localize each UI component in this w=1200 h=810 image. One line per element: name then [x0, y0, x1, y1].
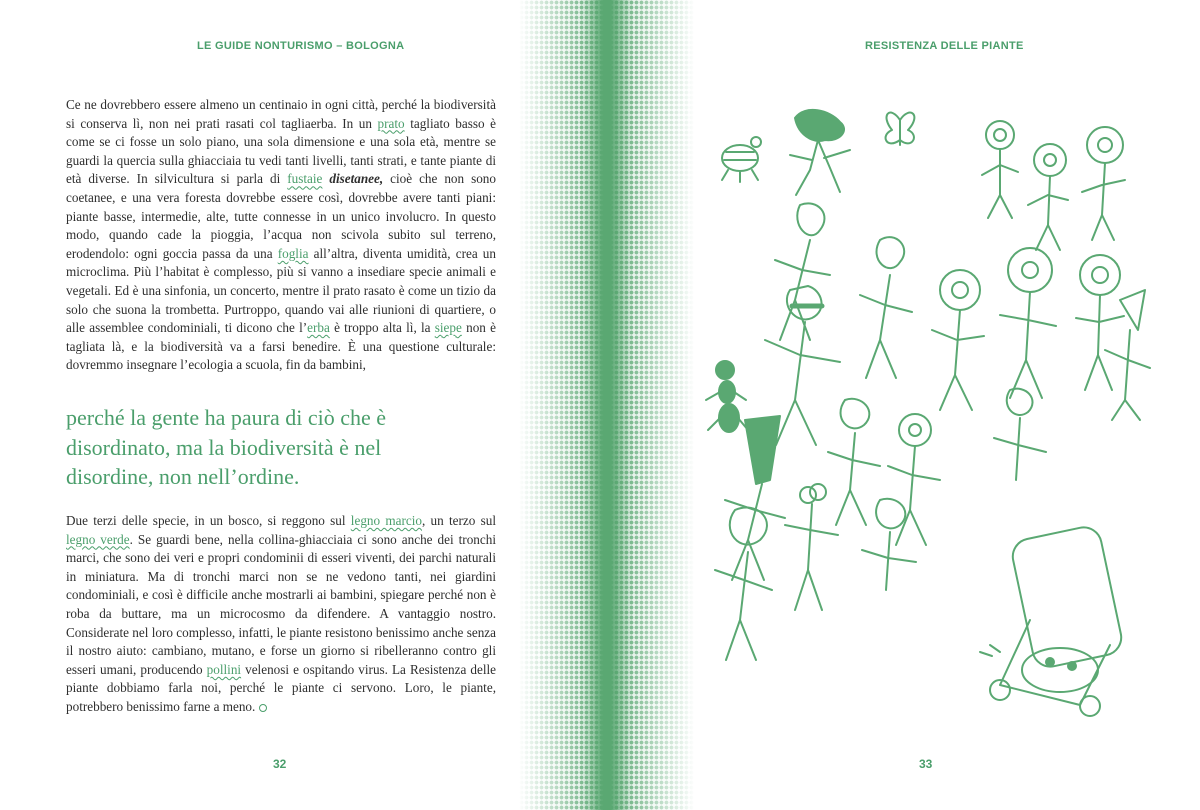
paragraph-2 — [66, 512, 496, 717]
blob-creature-icon — [790, 110, 850, 195]
butterfly-icon — [886, 113, 915, 145]
keyword-link[interactable]: legno marcio — [350, 513, 422, 528]
leaf-character-icon — [828, 399, 880, 525]
text-run: tagliato basso è come se ci fosse un solo piano, una sola dimensione e una sola età, mentre se guardi la quercia sulla ghiacciaia tu vedi tanti livelli, tanti strati, e tante piante di età diverse. In silvicultura si parla di — [66, 115, 496, 187]
carrot-character-icon — [725, 416, 785, 580]
flower-character-icon — [982, 121, 1018, 218]
leaf-character-icon — [1105, 290, 1150, 420]
leaf-character-icon — [862, 499, 916, 590]
right-page-number: 33 — [919, 757, 933, 771]
halftone-gutter — [519, 0, 695, 810]
text-run: all’altra, diventa umidità, crea un microclima. Più l’habitat è complesso, più si vanno a insediare specie animali e vegetali. Ed è una sinfonia, un concerto, mentre il prato rasato è come un tizio da solo che suona la trombetta. Purtroppo, quando vai alle riunioni di quartiere, o alle assemblee condominiali, ti dicono che l’ — [66, 245, 496, 336]
left-running-head: LE GUIDE NONTURISMO – BOLOGNA — [197, 40, 405, 52]
flower-character-icon — [785, 484, 838, 610]
keyword-link[interactable]: fustaie — [287, 171, 323, 187]
keyword-link[interactable]: legno verde — [66, 531, 130, 547]
leaf-character-icon — [715, 507, 772, 660]
pull-quote: perché la gente ha paura di ciò che è disordinato, ma la biodiversità è nel disordine, non nell’ordine. — [66, 405, 387, 489]
text-run: Ce ne dovrebbero essere almeno un centinaio in ogni città, perché la biodiversità si conserva lì, non nei prati rasati col tagliaerba. In un — [66, 97, 496, 131]
lawnmower-icon — [980, 524, 1125, 716]
keyword-link[interactable]: siepe — [434, 320, 462, 336]
plant-army-illustration — [700, 100, 1160, 720]
flower-character-icon — [1028, 144, 1068, 250]
flower-character-icon — [1076, 255, 1124, 390]
text-run: cioè che non sono coetanee, e una vera foresta dovrebbe essere così, dovrebbe avere tanti piani: piante basse, intermedie, alte, tutte connesse in un unico involucro. In questo modo, quando cade la pioggia, l’acqua non scivola subito sul terreno, erodendolo: ogni goccia passa da una — [66, 171, 496, 261]
text-run: , un terzo sul — [421, 513, 496, 528]
end-mark-icon — [259, 704, 267, 712]
text-run: . Se guardi bene, nella collina-ghiacciaia ci sono anche dei tronchi marci, che sono dei veri e propri condominii di esseri viventi, dei parchi naturali in miniatura. Ma di tronchi marci non se ne vedono tanti, nei giardini condominiali, e così è difficile anche mostrarli ai bambini, spiegare perché non è roba da buttare, ma un microcosmo da difendere. A vantaggio nostro. Considerate nel loro complesso, infatti, le piante resistono benissimo anche senza il nostro aiuto: cambiano, mutano, e forse un giorno si ribelleranno contro gli esseri umani, producendo — [66, 531, 496, 677]
keyword-link[interactable]: erba — [307, 320, 330, 336]
paragraph-1 — [66, 96, 496, 375]
flower-character-icon — [1000, 248, 1056, 398]
text-run: Due terzi delle specie, in un bosco, si reggono sul — [66, 513, 351, 528]
leaf-character-icon — [994, 389, 1046, 480]
flower-character-icon — [932, 270, 984, 410]
flower-character-icon — [888, 414, 940, 545]
ant-icon — [706, 361, 748, 432]
keyword-link[interactable]: prato — [377, 115, 405, 131]
text-run: non è tagliata là, e la biodiversità va a farsi benedire. È una questione culturale: dovremmo insegnare l’ecologia a scuola, fin da bambini, — [66, 320, 496, 373]
flower-character-icon — [1082, 127, 1125, 240]
right-running-head: RESISTENZA DELLE PIANTE — [865, 40, 1024, 52]
emphasis-text: disetanee, — [329, 171, 384, 187]
bug-icon — [722, 137, 761, 182]
left-page-number: 32 — [273, 757, 287, 771]
text-run: velenosi e ospitando virus. La Resistenza delle piante dobbiamo farla noi, perché le piante ci servono. Loro, le piante, potrebbero benissimo farne a meno. — [66, 661, 496, 714]
leaf-character-icon — [860, 237, 912, 378]
keyword-link[interactable]: pollini — [206, 661, 242, 677]
text-run: è troppo alta lì, la — [329, 320, 435, 336]
keyword-link[interactable]: foglia — [277, 245, 309, 261]
